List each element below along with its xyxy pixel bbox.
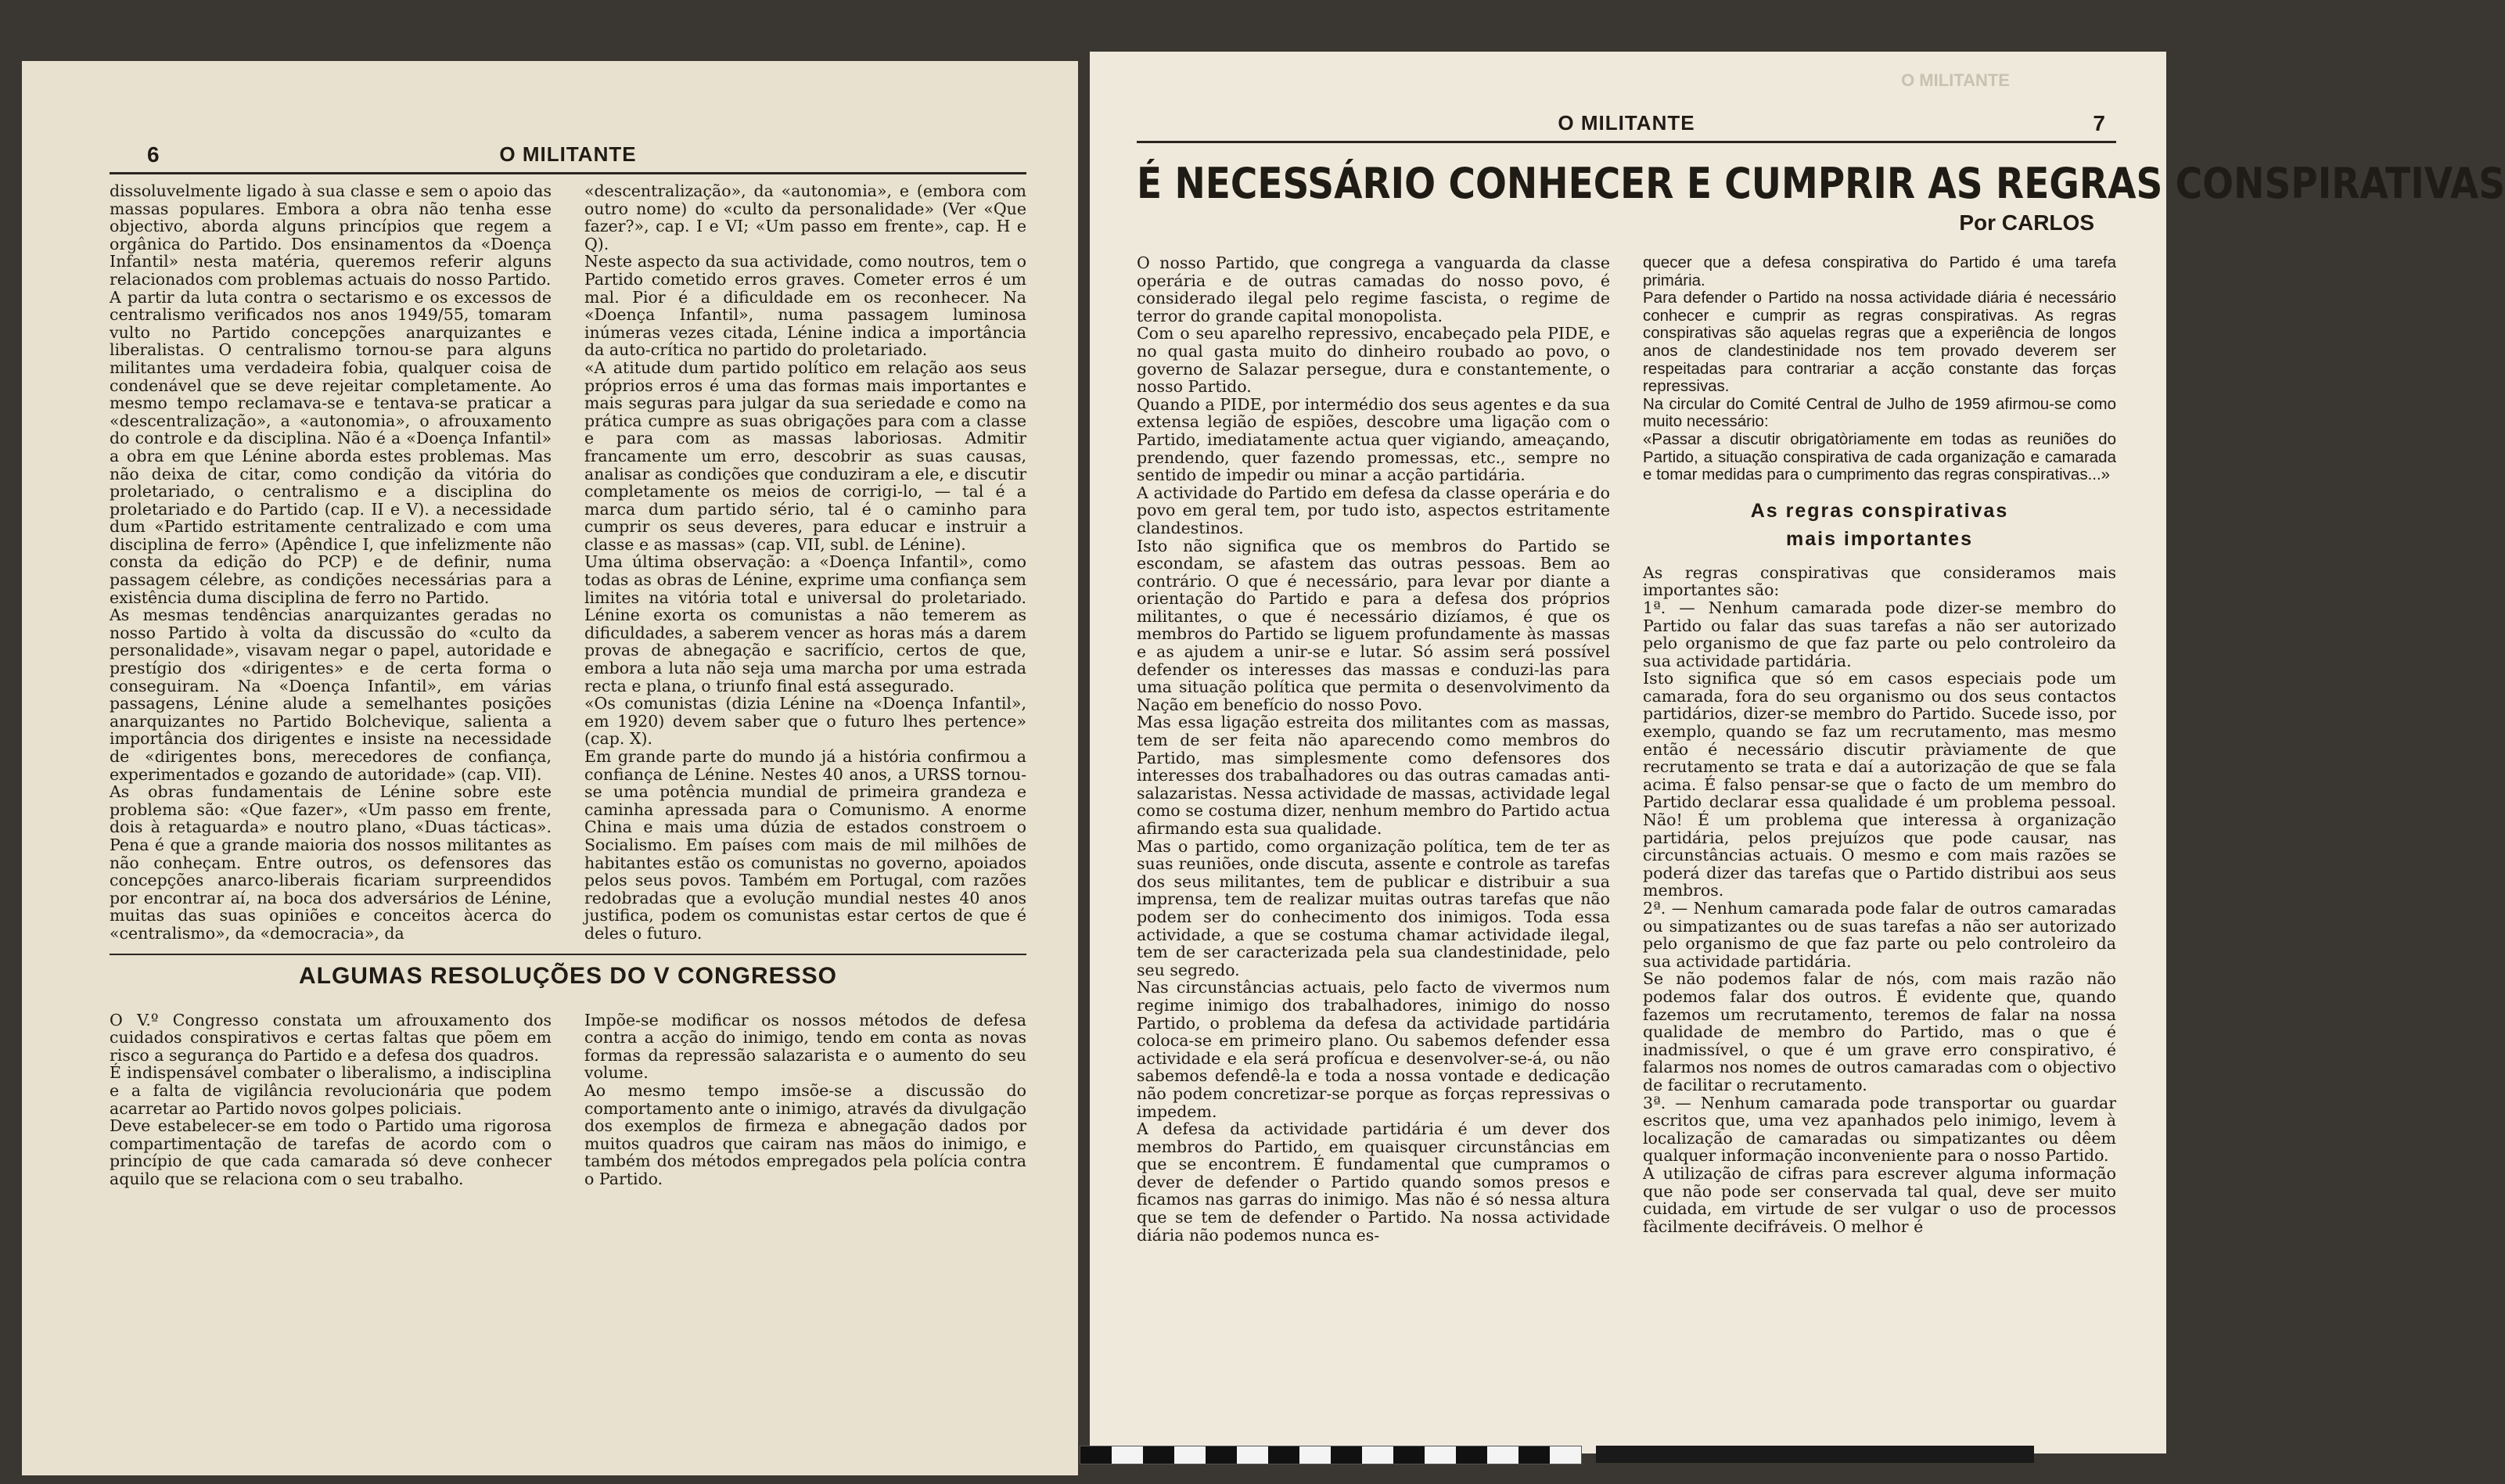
- left-masthead: O MILITANTE: [499, 142, 637, 166]
- scan-scale-bar: [1596, 1446, 2034, 1463]
- left-column-2-text: «descentralização», da «autonomia», e (embora com outro nome) do «culto da personalidade» (Ver «Que fazer?», cap. I e VI; «Um passo em frente», cap. H e Q). Neste aspecto da sua actividade, como noutros, tem o Partido cometido erros graves. Cometer erros é um mal. Pior é a dificuldade em os reconhecer. Na «Doença Infantil», numa passagem luminosa inúmeras vezes citada, Lénine indica a importância da auto-crítica no partido do proletariado. «A atitude dum partido político em relação aos seus próprios erros é uma das formas mais importantes e mais seguras para julgar da sua seriedade e como na prática cumpre as suas obrigações para com a classe e para com as massas laboriosas. Admitir francamente um erro, descobrir as suas causas, analisar as condições que conduziram a ele, e discutir completamente os meios de corrigi-lo, — tal é a marca dum partido sério, tal é o caminho para cumprir os seus deveres, para educar e instruir a classe e as massas» (cap. VII, subl. de Lénine). Uma última observação: a «Doença Infantil», como todas as obras de Lénine, exprime uma confiança sem limites na vitória total e universal do proletariado. Lénine exorta os comunistas a não temerem as dificuldades, a saberem vencer as horas más a darem provas de abnegação e sacrifício, certos de que, embora a luta não seja uma marcha por uma estrada recta e plana, o triunfo final está assegurado. «Os comunistas (dizia Lénine na «Doença Infantil», em 1920) devem saber que o futuro lhes pertence» (cap. X). Em grande parte do mundo já a história confirmou a confiança de Lénine. Nestes 40 anos, a URSS tornou-se uma potência mundial de primeira grandeza e caminha apressada para o Comunismo. A enorme China e mais uma dúzia de estados constroem o Socialismo. Em países com mais de mil milhões de habitantes estão os comunistas no governo, apoiados pelos seus povos. Também em Portugal, com razões redobradas que a evolução mundial nestes 40 anos justifica, podem os comunistas estar certos de que é deles o futuro.: [584, 181, 1026, 943]
- right-running-head: [1137, 108, 2116, 143]
- article-byline: Por CARLOS: [1959, 210, 2094, 235]
- rules-subheading: As regras conspirativas mais importantes: [1750, 499, 2009, 550]
- left-column-4-text: Impõe-se modificar os nossos métodos de defesa contra a acção do inimigo, tendo em conta as novas formas da repressão salazarista e o aumento do seu volume. Ao mesmo tempo imsõe-se a discussão do comportamento ante o inimigo, através da divulgação dos exemplos de firmeza e abnegação dados por muitos quadros que cairam nas mãos do inimigo, e também dos métodos empregados pela polícia contra o Partido.: [584, 1010, 1026, 1188]
- left-column-1: [110, 182, 552, 943]
- section-heading: ALGUMAS RESOLUÇÕES DO V CONGRESSO: [110, 954, 1026, 1004]
- left-top-columns: [110, 182, 1026, 943]
- right-page-number: 7: [2093, 111, 2105, 135]
- scan-color-scale: [1080, 1446, 1582, 1464]
- right-columns: [1137, 254, 2116, 1244]
- left-page: [22, 61, 1078, 1475]
- left-column-1-text: dissoluvelmente ligado à sua classe e sem o apoio das massas populares. Embora a obra não tenha esse objectivo, aborda alguns princípios que regem a orgânica do Partido. Dos ensinamentos da «Doença Infantil» nesta matéria, queremos referir alguns relacionados com problemas actuais do nosso Partido. A partir da luta contra o sectarismo e os excessos de centralismo verificados nos anos 1949/55, tomaram vulto no Partido concepções anarquizantes e liberalistas. O centralismo tornou-se para alguns militantes uma verdadeira fobia, qualquer coisa de condenável que se deve rejeitar completamente. Ao mesmo tempo reclamava-se e tentava-se praticar a «descentralização», a «autonomia», o afrouxamento do controle e da disciplina. Não é a «Doença Infantil» a obra em que Lénine aborda estes problemas. Mas não deixa de citar, como condição da vitória do proletariado, o centralismo e a disciplina do proletariado e do Partido (cap. II e V). a necessidade dum «Partido estritamente centralizado e com uma disciplina de ferro» (Apêndice I, que infelizmente não consta da edição do PCP) e de definir, numa passagem célebre, as condições necessárias para a existência duma disciplina de ferro no Partido. As mesmas tendências anarquizantes geradas no nosso Partido à volta da discussão do «culto da personalidade», visavam negar o papel, autoridade e prestígio dos «dirigentes» e de certa forma o conseguiram. Na «Doença Infantil», em várias passagens, Lénine alude a semelhantes posições anarquizantes no Partido Bolchevique, salienta a importância dos dirigentes e insiste na necessidade de «dirigentes bons, merecedores de confiança, experimentados e gozando de autoridade» (cap. VII). As obras fundamentais de Lénine sobre este problema são: «Que fazer», «Um passo em frente, dois à retaguarda» e noutro plano, «Duas tácticas». Pena é que a grande maioria dos nossos militantes as não conheçam. Entre outros, os defensores das concepções anarco-liberais ficariam surpreendidos por encontrar aí, na boca dos adversários de Lénine, muitas das suas opiniões e conceitos àcerca do «centralismo», da «democracia», da: [110, 181, 552, 943]
- left-column-2: [584, 182, 1026, 943]
- left-running-head: [110, 139, 1026, 174]
- left-page-number: 6: [147, 142, 160, 167]
- left-column-4: [584, 1011, 1026, 1188]
- article-title: É NECESSÁRIO CONHECER E CUMPRIR AS REGRAS CONSPIRATIVAS: [1137, 159, 2505, 209]
- right-column-2: [1643, 254, 2116, 1244]
- left-column-3: [110, 1011, 552, 1188]
- right-column-1: [1137, 254, 1610, 1244]
- left-column-3-text: O V.º Congresso constata um afrouxamento dos cuidados conspirativos e certas faltas que põem em risco a segurança do Partido e a defesa dos quadros. É indispensável combater o liberalismo, a indisciplina e a falta de vigilância revolucionária que podem acarretar ao Partido novos golpes policiais. Deve estabelecer-se em todo o Partido uma rigorosa compartimentação de tarefas de acordo com o princípio de que cada camarada só deve conhecer aquilo que se relaciona com o seu trabalho.: [110, 1010, 552, 1188]
- bleed-through-masthead: O MILITANTE: [1901, 70, 2010, 90]
- left-bottom-columns: [110, 1011, 1026, 1188]
- right-column-2-top-text: quecer que a defesa conspirativa do Partido é uma tarefa primária. Para defender o Partido na nossa actividade diária é necessário conhecer e cumprir as regras conspirativas. As regras conspirativas são aquelas regras que a experiência de longos anos de clandestinidade nos tem provado deverem ser respeitadas para contrariar a acção constante das forças repressivas. Na circular do Comité Central de Julho de 1959 afirmou-se como muito necessário: «Passar a discutir obrigatòriamente em todas as reuniões do Partido, a situação conspirativa de cada organização e camarada e tomar medidas para o cumprimento das regras conspirativas...»: [1643, 253, 2116, 484]
- right-page: [1090, 52, 2505, 1453]
- right-masthead: O MILITANTE: [1558, 111, 1695, 135]
- right-column-2-bottom-text: As regras conspirativas que consideramos mais importantes são: 1ª. — Nenhum camarada pode dizer-se membro do Partido ou falar das suas tarefas a não ser autorizado pelo organismo de que faz parte ou pelo controleiro da sua actividade partidária. Isto significa que só em casos especiais pode um camarada, fora do seu organismo ou dos seus contactos partidários, dizer-se membro do Partido. Sucede isso, por exemplo, quando se faz um recrutamento, mas mesmo então é necessário discutir pràviamente de que recrutamento se trata e daí a autorização de que se fala acima. É falso pensar-se que o facto de um membro do Partido declarar essa qualidade é um problema pessoal. Não! É um problema que interessa à organização partidária, pelos prejuízos que pode causar, nas circunstâncias actuais. O mesmo e com mais razões se poderá dizer das tarefas que o Partido distribui aos seus membros. 2ª. — Nenhum camarada pode falar de outros camaradas ou simpatizantes ou de suas tarefas a não ser autorizado pelo organismo de que faz parte ou pelo controleiro da sua actividade partidária. Se não podemos falar de nós, com mais razão não podemos falar dos outros. É evidente que, quando fazemos um recrutamento, teremos de falar na nossa qualidade de membro do Partido, mas o que é inadmissível, o que é um grave erro conspirativo, é falarmos nos nomes de outros camaradas com o objectivo de facilitar o recrutamento. 3ª. — Nenhum camarada pode transportar ou guardar escritos que, uma vez apanhados pelo inimigo, levem à localização de camaradas ou simpatizantes ou dêem qualquer informação inconveniente para o nosso Partido. A utilização de cifras para escrever alguma informação que não pode ser conservada tal qual, deve ser muito cuidada, em virtude de ser vulgar o uso de processos fàcilmente decifráveis. O melhor é: [1643, 562, 2116, 1236]
- right-column-1-text: O nosso Partido, que congrega a vanguarda da classe operária e de outras camadas do nosso povo, é considerado ilegal pelo regime fascista, o regime de terror do grande capital monopolista. Com o seu aparelho repressivo, encabeçado pela PIDE, e no qual gasta muito do dinheiro roubado ao povo, o governo de Salazar persegue, dura e constantemente, o nosso Partido. Quando a PIDE, por intermédio dos seus agentes e da sua extensa legião de espiões, descobre uma ligação com o Partido, imediatamente actua quer vigiando, ameaçando, prendendo, quer fazendo promessas, etc., sempre no sentido de impedir ou minar a acção partidária. A actividade do Partido em defesa da classe operária e do povo em geral tem, por tudo isto, aspectos estritamente clandestinos. Isto não significa que os membros do Partido se escondam, se afastem das outras pessoas. Bem ao contrário. O que é necessário, para levar por diante a orientação do Partido e para a defesa dos próprios militantes, o que é necessário dizíamos, é que os membros do Partido se liguem profundamente às massas e as ajudem a unir-se e lutar. Só assim será possível defender os interesses das massas e conduzi-las para uma situação política que permita o desenvolvimento da Nação em benefício do nosso Povo. Mas essa ligação estreita dos militantes com as massas, tem de ser feita não aparecendo como membros do Partido, mas simplesmente como defensores dos interesses dos trabalhadores ou das outras camadas anti-salazaristas. Nessa actividade de massas, actividade legal como se costuma dizer, nenhum membro do Partido actua afirmando esta sua qualidade. Mas o partido, como organização política, tem de ter as suas reuniões, onde discuta, assente e controle as tarefas dos seus militantes, tem de publicar e distribuir a sua imprensa, tem de realizar muitas outras tarefas que não podem ser do conhecimento dos inimigos. Toda essa actividade, a que se costuma chamar actividade ilegal, tem de ser caracterizada pela sua clandestinidade, pelo seu segredo. Nas circunstâncias actuais, pelo facto de vivermos num regime inimigo dos trabalhadores, inimigo do nosso Partido, o problema da defesa da actividade partidária coloca-se em primeiro plano. Ou sabemos defender essa actividade e ela será profícua e desenvolver-se-á, ou não sabemos defendê-la e toda a nossa vontade e dedicação não podem concretizar-se porque as forças repressivas o impedem. A defesa da actividade partidária é um dever dos membros do Partido, em quaisquer circunstâncias em que se encontrem. É fundamental que cumpramos o dever de defender o Partido quando somos presos e ficamos nas garras do inimigo. Mas não é só nessa altura que se tem de defender o Partido. Na nossa actividade diária não podemos nunca es-: [1137, 253, 1610, 1245]
